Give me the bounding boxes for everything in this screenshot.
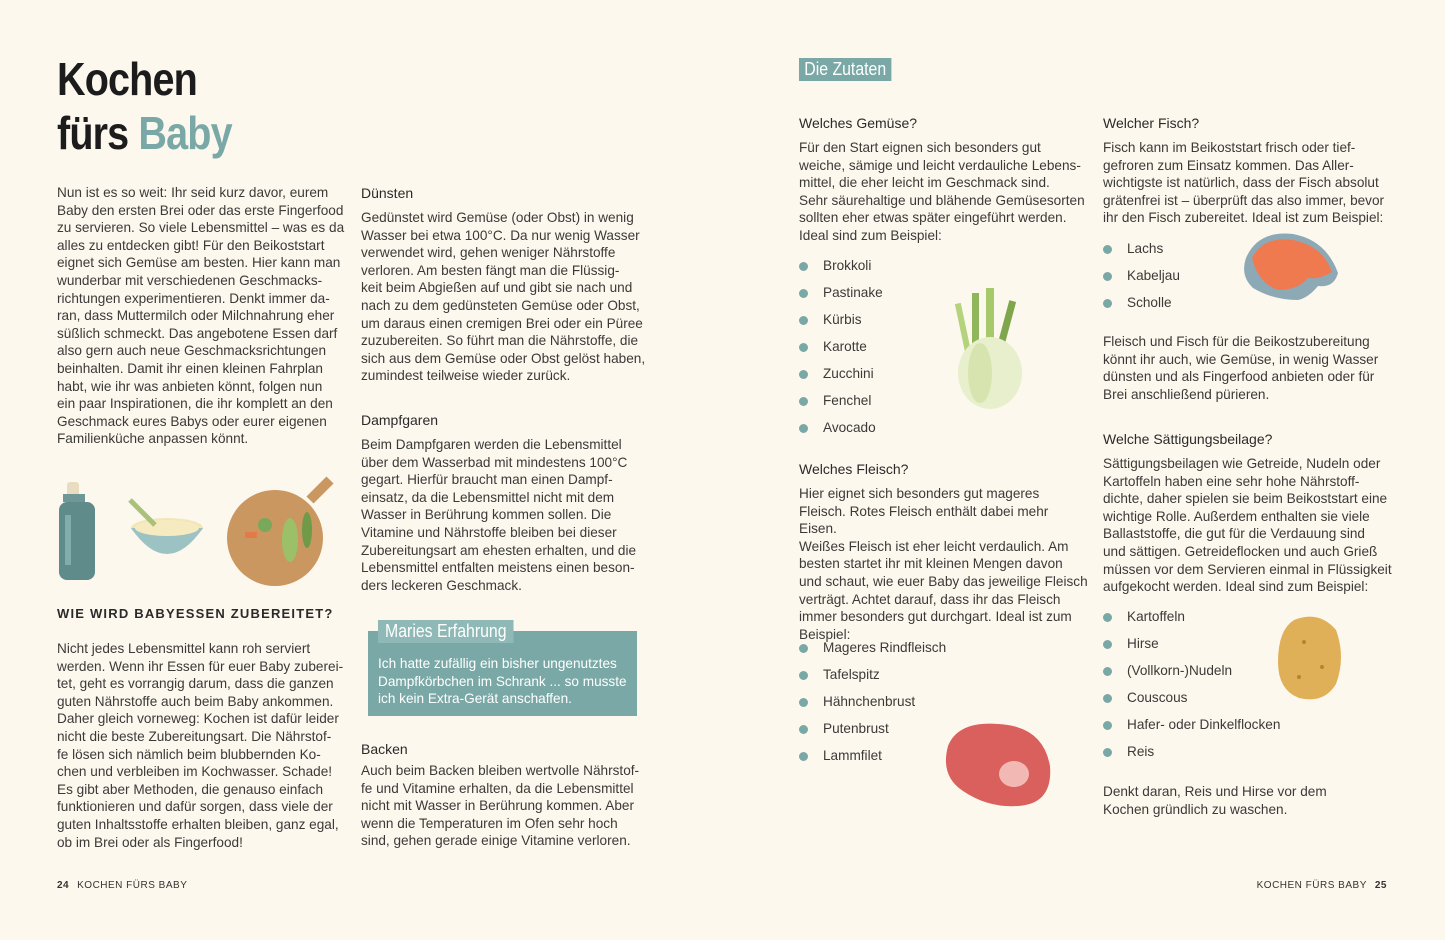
intro-text: Nun ist es so weit: Ihr seid kurz davor, eurem Baby den ersten Brei oder das erste Fingerfood zu servieren. So viele Lebensmittel – was es da alles zu entdecken gibt! Für den Beikoststart eignet sich Gemüse am besten. Hier kann man wunderbar mit verschiedenen Geschmacks- richtungen experimentieren. Denkt immer da- ran, dass Muttermilch oder Milchnahrung eher süßlich schmeckt. Das angebotene Essen darf also gern auch neue Geschmacksrichtungen beinhalten. Damit ihr einen kleinen Fahrplan habt, wie ihr was anbieten könnt, folgen nun ein paar Inspirationen, die ihr komplett an den Geschmack eures Babys oder eurer eigenen Familienküche anpassen könnt. <box>57 185 345 447</box>
list-item: Zucchini <box>799 365 883 392</box>
list-item: Putenbrust <box>799 720 946 747</box>
list-item: Fenchel <box>799 392 883 419</box>
salmon-icon <box>1238 228 1343 306</box>
ingredients-tag: Die Zutaten <box>799 58 891 81</box>
tip-text: Ich hatte zufällig ein bisher ungenutztes Dampfkörbchen im Schrank ... so musste ich kein Extra-Gerät anschaffen. <box>378 656 627 707</box>
list-item: Scholle <box>1103 294 1180 321</box>
fleisch-heading: Welches Fleisch? <box>799 461 909 477</box>
list-item: Pastinake <box>799 284 883 311</box>
fleisch-text: Hier eignet sich besonders gut mageres Fleisch. Rotes Fleisch enthält dabei mehr Eisen. Weißes Fleisch ist eher leicht verdaulich. Am besten startet ihr mit kleinen Mengen davon und schaut, wie euer Baby das jeweilige Fleisch verträgt. Achtet darauf, dass ihr das Fleisch immer besonders gut durchgart. Ideal ist zum Beispiel: <box>799 486 1088 642</box>
gemuese-list <box>799 257 883 446</box>
list-item: Karotte <box>799 338 883 365</box>
fisch-text-2: Fleisch und Fisch für die Beikostzubereitung könnt ihr auch, wie Gemüse, in wenig Wasser dünsten und als Fingerfood anbieten oder für Brei anschließend pürieren. <box>1103 334 1379 402</box>
fisch-list <box>1103 240 1180 321</box>
tip-title: Maries Erfahrung <box>378 620 514 643</box>
section-text: Nicht jedes Lebensmittel kann roh serviert werden. Wenn ihr Essen für euer Baby zuberei- tet, geht es vorrangig darum, dass die ganzen guten Nährstoffe auch beim Baby ankommen. Daher gleich vorneweg: Kochen ist dafür leider nicht die beste Zubereitungsart. Die Nährstof- fe lösen sich nämlich beim blubbernden Ko- chen und verbleiben im Kochwasser. Schade! Es gibt aber Methoden, die genauso einfach funktionieren und dafür sorgen, dass viele der guten Inhaltsstoffe erhalten bleiben, ganz egal, ob im Brei oder als Fingerfood! <box>57 641 344 850</box>
beilage-heading: Welche Sättigungsbeilage? <box>1103 431 1273 447</box>
duensten-text: Gedünstet wird Gemüse (oder Obst) in wenig Wasser bei etwa 100°C. Da nur wenig Wasser verwendet wird, gehen weniger Nährstoffe verloren. Am besten fängt man die Flüssig- keit beim Abgießen auf und gibt sie nach und nach zu dem gedünsteten Gemüse oder Obst, um daraus einen cremigen Brei oder ein Püree zuzubereiten. So führt man die Nährstoffe, die sich aus dem Gemüse oder Obst gelöst haben, zumindest teilweise wieder zurück. <box>361 210 646 384</box>
list-item: Hafer- oder Dinkelflocken <box>1103 716 1280 743</box>
list-item: Lammfilet <box>799 747 946 774</box>
fleisch-list <box>799 639 946 774</box>
gemuese-text: Für den Start eignen sich besonders gut weiche, sämige und leicht verdauliche Lebens- mittel, die eher leicht im Geschmack sind. Sehr säurehaltige und blähende Gemüsesorten sollten eher etwas später eingeführt werden. Ideal sind zum Beispiel: <box>799 140 1085 243</box>
list-item: Mageres Rindfleisch <box>799 639 946 666</box>
beilage-list <box>1103 608 1280 770</box>
list-item: Kartoffeln <box>1103 608 1280 635</box>
potato-icon <box>1274 612 1346 704</box>
list-item: Hähnchenbrust <box>799 693 946 720</box>
backen-text: Auch beim Backen bleiben wertvolle Nährstof- fe und Vitamine erhalten, da die Lebensmittel nicht mit Wasser in Berührung kommen. Aber wenn die Temperaturen im Ofen sehr hoch sind, gehen gerade einige Vitamine verloren. <box>361 763 640 849</box>
list-item: Lachs <box>1103 240 1180 267</box>
list-item: Couscous <box>1103 689 1280 716</box>
dampfgaren-heading: Dampfgaren <box>361 412 439 428</box>
beilage-note: Denkt daran, Reis und Hirse vor dem Kochen gründlich zu waschen. <box>1103 784 1327 817</box>
duensten-heading: Dünsten <box>361 185 414 201</box>
list-item: Brokkoli <box>799 257 883 284</box>
page-title: Kochen fürs Baby <box>57 53 232 159</box>
meat-icon <box>938 716 1056 811</box>
fisch-text: Fisch kann im Beikoststart frisch oder tief- gefroren zum Einsatz kommen. Das Aller- wichtigste ist natürlich, dass der Fisch absolut grätenfrei ist – überprüft das also immer, bevor ihr den Fisch zubereitet. Ideal ist zum Beispiel: <box>1103 140 1385 226</box>
beilage-text: Sättigungsbeilagen wie Getreide, Nudeln oder Kartoffeln haben eine sehr hohe Nährstoff- dichte, daher spielen sie beim Beikoststart eine wichtige Rolle. Außerdem enthalten sie viele Ballaststoffe, die gut für die Verdauung sind und sättigen. Getreideflocken und auch Grieß müssen vor dem Servieren einmal in Flüssigkeit aufgekocht werden. Ideal sind zum Beispiel: <box>1103 456 1392 595</box>
page-number: 24 <box>57 880 70 891</box>
list-item: (Vollkorn-)Nudeln <box>1103 662 1280 689</box>
left-footer: 24 KOCHEN FÜRS BABY <box>57 880 188 891</box>
right-footer: KOCHEN FÜRS BABY 25 <box>1256 880 1387 891</box>
bottle-icon <box>59 482 95 580</box>
list-item: Tafelspitz <box>799 666 946 693</box>
gemuese-heading: Welches Gemüse? <box>799 115 918 131</box>
fisch-heading: Welcher Fisch? <box>1103 115 1200 131</box>
list-item: Kürbis <box>799 311 883 338</box>
fennel-icon <box>950 288 1040 413</box>
dampfgaren-text: Beim Dampfgaren werden die Lebensmittel über dem Wasserbad mit mindestens 100°C gegart. Hierfür braucht man einen Dampf- einsatz, da die Lebensmittel nicht mit dem Wasser in Berührung kommen sollen. Die Vitamine und Nährstoffe bleiben bei dieser Zubereitungsart am ehesten erhalten, und die Lebensmittel entfalten meistens einen beson- ders leckeren Geschmack. <box>361 437 637 593</box>
baby-food-illustration <box>55 470 345 590</box>
cutting-board-icon <box>227 480 330 586</box>
backen-heading: Backen <box>361 741 408 757</box>
list-item: Kabeljau <box>1103 267 1180 294</box>
section-heading: WIE WIRD BABYESSEN ZUBEREITET? <box>57 606 334 621</box>
list-item: Hirse <box>1103 635 1280 662</box>
bowl-icon <box>130 500 203 554</box>
list-item: Reis <box>1103 743 1280 770</box>
list-item: Avocado <box>799 419 883 446</box>
page-number: 25 <box>1374 880 1387 891</box>
